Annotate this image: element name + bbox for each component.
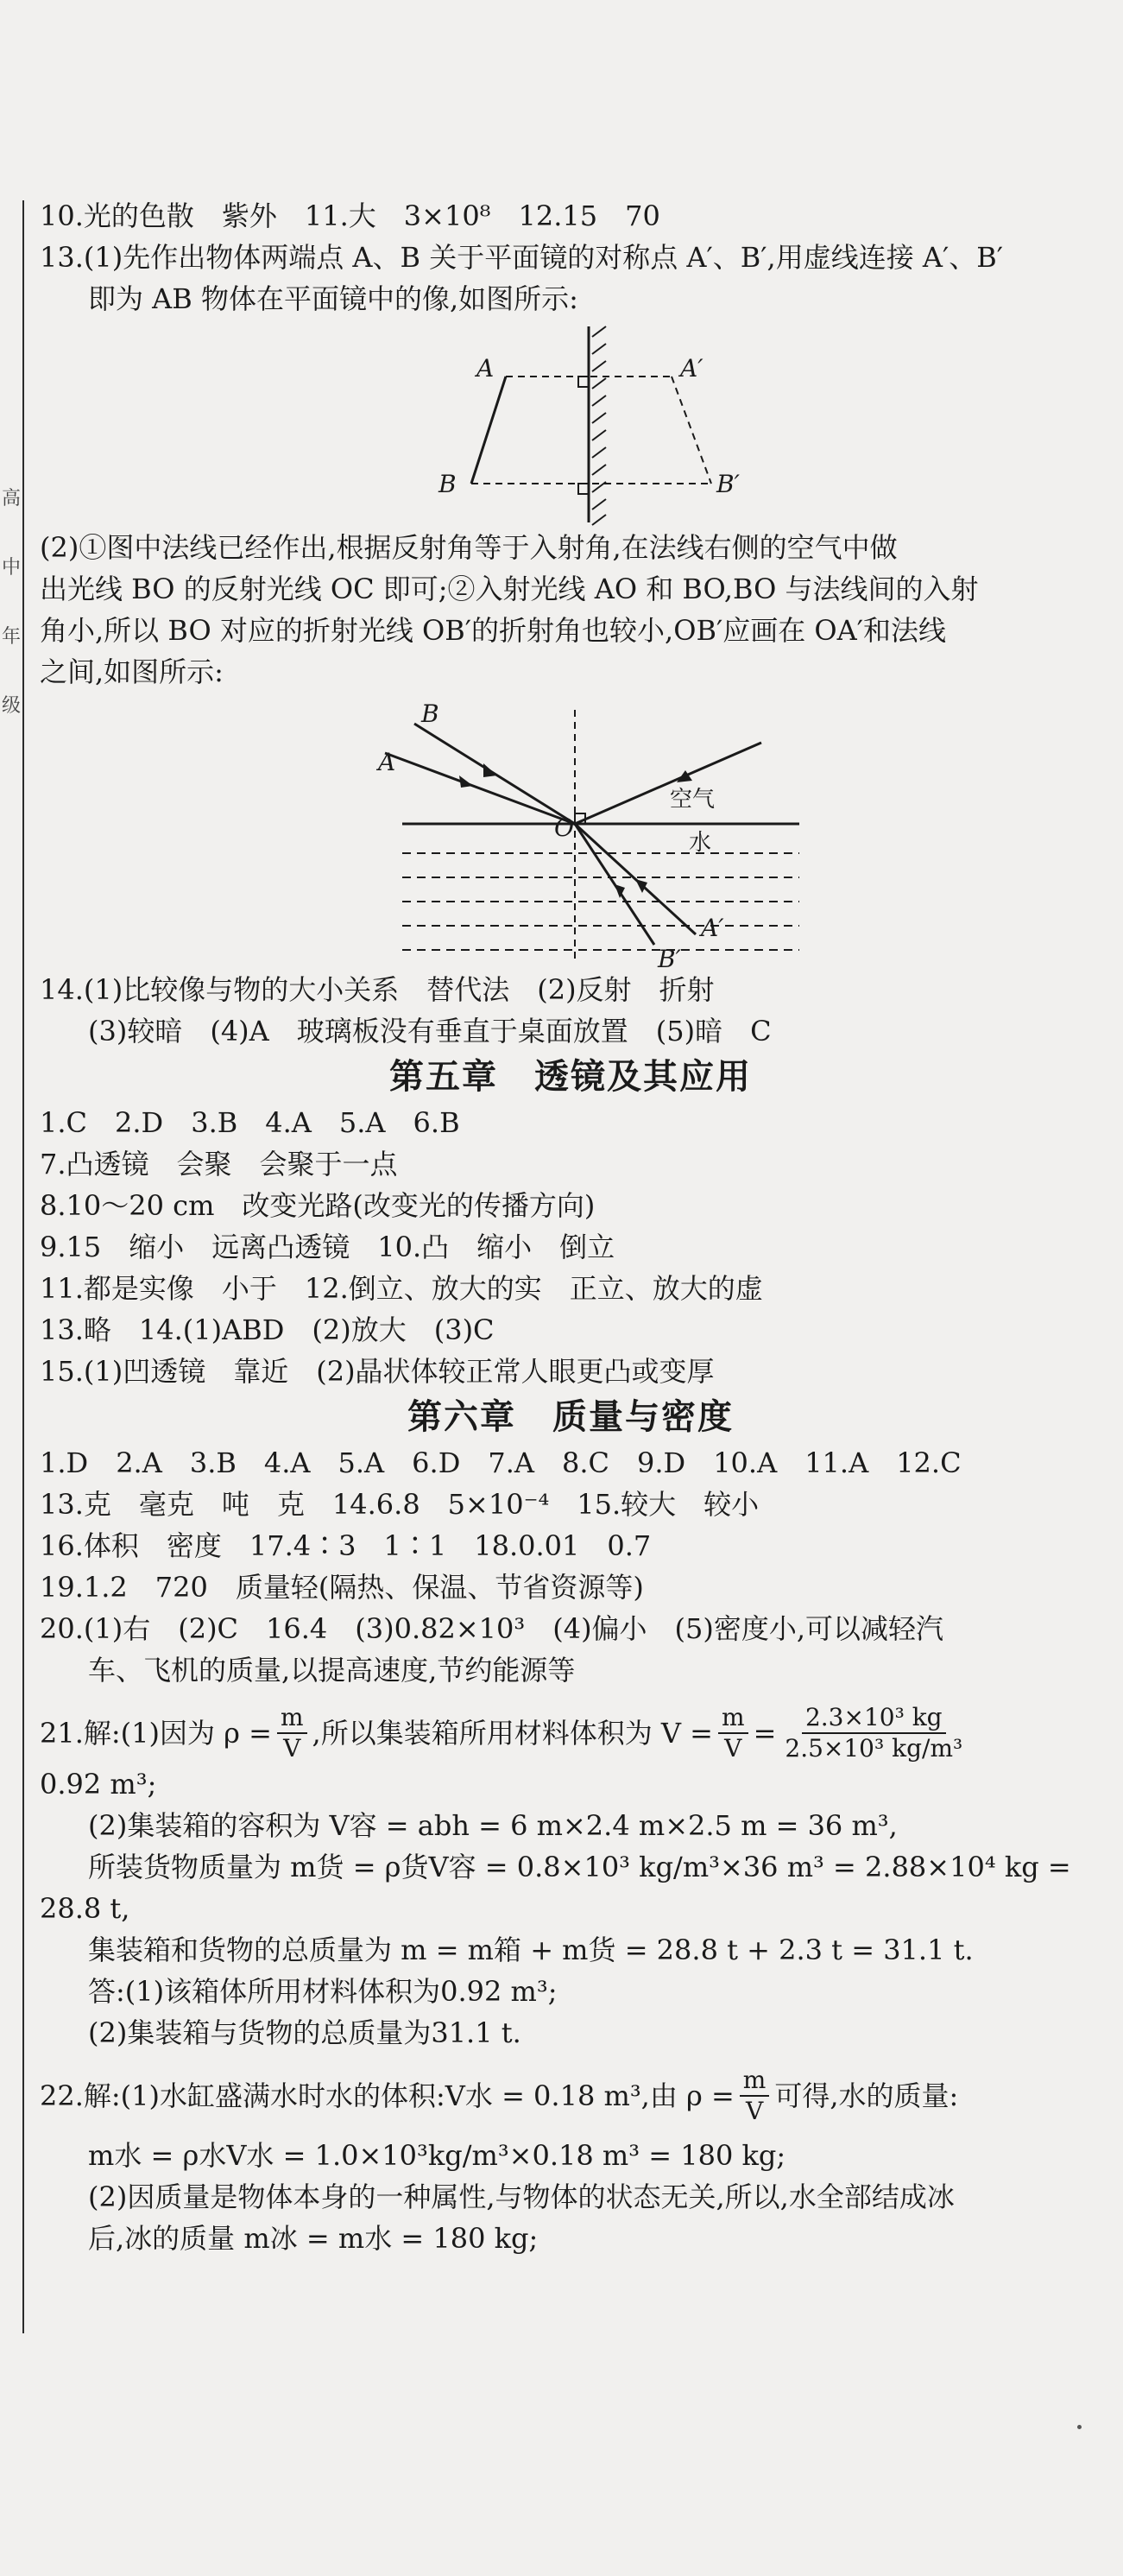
left-margin-rule <box>22 200 24 2333</box>
answer-line: 20.(1)右 (2)C 16.4 (3)0.82×10³ (4)偏小 (5)密度小,可以减轻汽 <box>40 1612 944 1645</box>
chapter-heading: 第六章 质量与密度 <box>407 1397 734 1437</box>
answer-line: (3)较暗 (4)A 玻璃板没有垂直于桌面放置 (5)暗 C <box>88 1015 772 1047</box>
fraction-numerator: m <box>718 1703 748 1734</box>
equation-line <box>40 1703 1101 1763</box>
equation-text: 21.解:(1)因为 ρ = <box>40 1717 272 1750</box>
answer-line: 之间,如图所示: <box>40 655 224 688</box>
margin-char: 级 <box>2 695 22 717</box>
fraction <box>718 1703 748 1763</box>
point-label: A <box>476 354 495 383</box>
answer-line: 11.都是实像 小于 12.倒立、放大的实 正立、放大的虚 <box>40 1272 763 1305</box>
point-label: B <box>421 699 439 728</box>
answer-line: 16.体积 密度 17.4∶3 1∶1 18.0.01 0.7 <box>40 1529 652 1562</box>
answer-line: 后,冰的质量 m冰 = m水 = 180 kg; <box>88 2222 539 2255</box>
fraction-denominator: V <box>724 1734 742 1763</box>
fraction <box>781 1703 966 1763</box>
margin-char: 高 <box>2 488 22 510</box>
equation-line <box>40 2066 1101 2126</box>
answer-line: 19.1.2 720 质量轻(隔热、保温、节省资源等) <box>40 1571 644 1604</box>
equation-text: 可得,水的质量: <box>774 2079 959 2112</box>
equation-text: = <box>753 1717 777 1750</box>
fraction-numerator: m <box>740 2066 770 2097</box>
answer-line: 13.克 毫克 吨 克 14.6.8 5×10⁻⁴ 15.较大 较小 <box>40 1488 760 1521</box>
point-label: B′ <box>716 470 740 498</box>
answer-line: (2)集装箱的容积为 V容 = abh = 6 m×2.4 m×2.5 m = 36 m³, <box>88 1809 898 1842</box>
answer-line: 13.(1)先作出物体两端点 A、B 关于平面镜的对称点 A′、B′,用虚线连接 A′、B′ <box>40 241 1004 274</box>
equation-text: 22.解:(1)水缸盛满水时水的体积:V水 = 0.18 m³,由 ρ = <box>40 2079 735 2112</box>
plane-mirror-figure <box>40 320 1101 527</box>
refraction-figure <box>40 693 1101 969</box>
fraction-numerator: m <box>277 1703 307 1734</box>
answer-line: (2)集装箱与货物的总质量为31.1 t. <box>88 2016 521 2049</box>
answer-line: 1.C 2.D 3.B 4.A 5.A 6.B <box>40 1106 460 1139</box>
answer-line: 集装箱和货物的总质量为 m = m箱 + m货 = 28.8 t + 2.3 t = 31.1 t. <box>88 1934 974 1966</box>
answer-line: 15.(1)凹透镜 靠近 (2)晶状体较正常人眼更凸或变厚 <box>40 1355 715 1388</box>
chapter-heading: 第五章 透镜及其应用 <box>389 1057 752 1097</box>
margin-char: 中 <box>2 557 22 579</box>
answer-line: 14.(1)比较像与物的大小关系 替代法 (2)反射 折射 <box>40 973 715 1006</box>
answer-line: 0.92 m³; <box>40 1768 157 1801</box>
answer-line: m水 = ρ水V水 = 1.0×10³kg/m³×0.18 m³ = 180 kg; <box>88 2139 786 2172</box>
answer-line: 车、飞机的质量,以提高速度,节约能源等 <box>88 1654 576 1687</box>
answer-line: 9.15 缩小 远离凸透镜 10.凸 缩小 倒立 <box>40 1231 615 1263</box>
answer-line: 答:(1)该箱体所用材料体积为0.92 m³; <box>88 1975 558 2008</box>
fraction-denominator: 2.5×10³ kg/m³ <box>785 1734 963 1763</box>
fraction-denominator: V <box>745 2097 764 2125</box>
margin-char: 年 <box>2 626 22 648</box>
answer-line: 1.D 2.A 3.B 4.A 5.A 6.D 7.A 8.C 9.D 10.A 11.A 12.C <box>40 1446 962 1479</box>
point-label: B <box>438 470 457 498</box>
scan-speck <box>1077 2425 1082 2429</box>
point-label: A <box>378 748 396 776</box>
point-label: O <box>554 813 574 842</box>
answer-line: 10.光的色散 紫外 11.大 3×10⁸ 12.15 70 <box>40 199 660 232</box>
answer-line: (2)①图中法线已经作出,根据反射角等于入射角,在法线右侧的空气中做 <box>40 531 898 564</box>
fraction <box>277 1703 307 1763</box>
answer-line: 8.10～20 cm 改变光路(改变光的传播方向) <box>40 1189 596 1222</box>
answer-line: (2)因质量是物体本身的一种属性,与物体的状态无关,所以,水全部结成冰 <box>88 2180 955 2213</box>
fraction <box>740 2066 770 2126</box>
point-label: B′ <box>658 945 681 969</box>
answer-line: 出光线 BO 的反射光线 OC 即可;②入射光线 AO 和 BO,BO 与法线间的入射 <box>40 573 979 605</box>
answer-line: 28.8 t, <box>40 1892 130 1925</box>
answer-line: 角小,所以 BO 对应的折射光线 OB′的折射角也较小,OB′应画在 OA′和法线 <box>40 614 947 647</box>
fraction-numerator: 2.3×10³ kg <box>802 1703 946 1734</box>
answer-line: 即为 AB 物体在平面镜中的像,如图所示: <box>88 282 578 315</box>
fraction-denominator: V <box>283 1734 301 1763</box>
point-label: A′ <box>680 354 703 383</box>
answer-line: 所装货物质量为 m货 = ρ货V容 = 0.8×10³ kg/m³×36 m³ = 2.88×10⁴ kg = <box>88 1851 1071 1883</box>
answer-line: 13.略 14.(1)ABD (2)放大 (3)C <box>40 1313 495 1346</box>
answer-content <box>40 195 1101 2259</box>
medium-label-air: 空气 <box>670 787 716 813</box>
medium-label-water: 水 <box>689 830 712 856</box>
answer-line: 7.凸透镜 会聚 会聚于一点 <box>40 1148 398 1180</box>
point-label: A′ <box>701 914 724 942</box>
equation-text: ,所以集装箱所用材料体积为 V = <box>312 1717 713 1750</box>
